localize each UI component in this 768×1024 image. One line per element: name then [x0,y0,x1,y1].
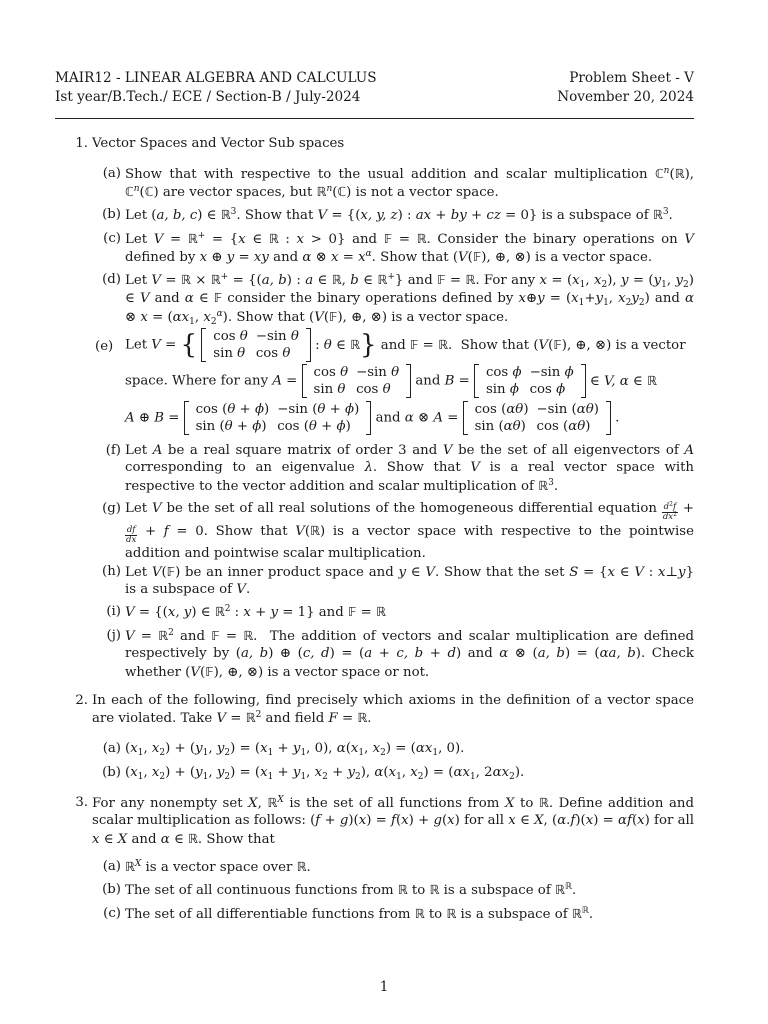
part-1e-line1: (e) Let V = { cos θ −sin θ sin θ cos θ : θ ∈ ℝ} and 𝔽 = ℝ. Show that (V(𝔽), ⊕, ⊗) is a vector [95,329,686,361]
part-1f: (f) Let A be a real square matrix of order 3 and V be the set of all eigenvectors of A corresponding to an eigenvalue λ. Show that V is a real vector space with respective to the vector addition and scalar multiplication of ℝ$^3$. [125,442,694,495]
part-label: (b) [102,882,121,897]
part-3b: (b) The set of all continuous functions from ℝ to ℝ is a subspace of ℝ$^ℝ$. [125,881,694,899]
question-number: 3. [75,795,88,810]
part-label: (b) [102,765,121,780]
part-1i: (i) V = {(x, y) ∈ ℝ$^2$ : x + y = 1} and 𝔽 = ℝ [125,603,694,621]
part-1e-line2: space. Where for any A = cos θ −sin θ sin θ cos θ and B = cos ϕ −sin ϕ sin ϕ cos ϕ ∈ V, α ∈ ℝ [125,365,657,397]
question-1 [75,135,694,152]
question-2: 2. In each of the following, find precisely which axioms in the definition of a vector space are violated. Take V = ℝ$^2$ and field F = ℝ. [92,692,694,728]
part-label: (i) [106,604,121,619]
header-rule [55,118,694,119]
header-right [557,69,694,107]
page-number: 1 [379,979,389,995]
part-label: (a) [102,859,121,874]
question-title: Vector Spaces and Vector Sub spaces [92,136,345,151]
question-number: 1. [75,136,88,151]
header-left [55,69,377,107]
part-1d: (d) Let V = ℝ × ℝ+ = {(a, b) : a ∈ ℝ, b ∈ ℝ+} and 𝔽 = ℝ. For any $x = (x_1$, $x_2$), $y = (y_1$, $y_2$) ∈ V and α ∈ 𝔽 consider the binary operations defined by x⊕y = ($x_1+y_1$, $x_2y_2$) and α ⊗ $x = (\alpha x_1$, $x_2^\alpha$). Show that (V(𝔽), ⊕, ⊗) is a vector space. [125,271,694,326]
part-2b: (b) ($x_1$, $x_2) + (y_1$, $y_2) = (x_1 + y_1$, $x_2 + y_2$), $\alpha(x_1$, $x_2) = (\alpha x_1$, $2\alpha x_2$). [125,764,694,781]
part-1b: (b) Let (a, b, c) ∈ ℝ$^3$. Show that V = {(x, y, z) : ax + by + cz = 0} is a subspace of ℝ$^3$. [125,206,694,224]
part-3c: (c) The set of all differentiable functions from ℝ to ℝ is a subspace of ℝ$^ℝ$. [125,905,694,923]
part-1c: (c) Let V = ℝ+ = {x ∈ ℝ : x > 0} and 𝔽 = ℝ. Consider the binary operations on V defined by x ⊕ y = xy and α ⊗ $x = x^\alpha$. Show that (V(𝔽), ⊕, ⊗) is a vector space. [125,230,694,267]
part-1a: (a) Show that with respective to the usual addition and scalar multiplication ℂ$^n$(ℝ), ℂ$^n$(ℂ) are vector spaces, but ℝ$^n$(ℂ) is not a vector space. [125,165,694,202]
part-label: (h) [102,564,121,579]
part-label: (c) [103,906,121,921]
part-1h: (h) Let V(𝔽) be an inner product space and y ∈ V. Show that the set S = {x ∈ V : x⊥y} is a subspace of V. [125,563,694,599]
question-3: 3. For any nonempty set X, ℝ$^X$ is the set of all functions from X to ℝ. Define addition and scalar multiplication as follows: (f + g)(x) = f(x) + g(x) for all x ∈ X, (α.f)(x) = αf(x) for all x ∈ X and α ∈ ℝ. Show that [92,794,694,848]
sheet-title: Problem Sheet - V [569,70,694,86]
matrix-B: cos ϕ −sin ϕ sin ϕ cos ϕ [474,364,586,398]
part-label: (d) [102,272,121,287]
part-2a: (a) ($x_1$, $x_2) + (y_1$, $y_2) = (x_1 + y_1$, 0), $\alpha(x_1$, $x_2) = (\alpha x_1$, 0). [125,740,694,757]
part-3a: (a) ℝ$^X$ is a vector space over ℝ. [125,858,694,876]
rotation-matrix-theta: cos θ −sin θ sin θ cos θ [201,328,311,362]
part-label: (c) [103,231,121,246]
part-1g: (g) Let V be the set of all real solutions of the homogeneous differential equation $\frac{d^2f}{dx^2}$ + $\frac{df}{dx}$ + f = 0. Show that V(ℝ) is a vector space with respective to the pointwise addition and pointwise scalar multiplication. [125,500,694,562]
part-label: (f) [105,443,121,458]
part-label: (a) [102,166,121,181]
part-label: (j) [106,628,121,643]
part-label: (b) [102,207,121,222]
part-1j: (j) V = ℝ$^2$ and 𝔽 = ℝ. The addition of vectors and scalar multiplication are defined respectively by (a, b) ⊕ (c, d) = (a + c, b + d) and α ⊗ (a, b) = (αa, b). Check whether (V(𝔽), ⊕, ⊗) is a vector space or not. [125,627,694,681]
matrix-A-plus-B: cos (θ + ϕ) −sin (θ + ϕ) sin (θ + ϕ) cos (θ + ϕ) [184,401,372,435]
matrix-A: cos θ −sin θ sin θ cos θ [302,364,412,398]
part-label: (a) [102,741,121,756]
question-number: 2. [75,693,88,708]
course-title: MAIR12 - LINEAR ALGEBRA AND CALCULUS [55,70,377,86]
class-info: Ist year/B.Tech./ ECE / Section-B / July-2024 [55,89,361,105]
matrix-alpha-times-A: cos (αθ) −sin (αθ) sin (αθ) cos (αθ) [463,401,611,435]
part-label: (e) [95,339,114,354]
part-1e-line3: A ⊕ B = cos (θ + ϕ) −sin (θ + ϕ) sin (θ + ϕ) cos (θ + ϕ) and α ⊗ A = cos (αθ) −sin (αθ) sin (αθ) cos (αθ) . [125,402,620,434]
sheet-date: November 20, 2024 [557,89,694,105]
part-label: (g) [102,501,121,516]
